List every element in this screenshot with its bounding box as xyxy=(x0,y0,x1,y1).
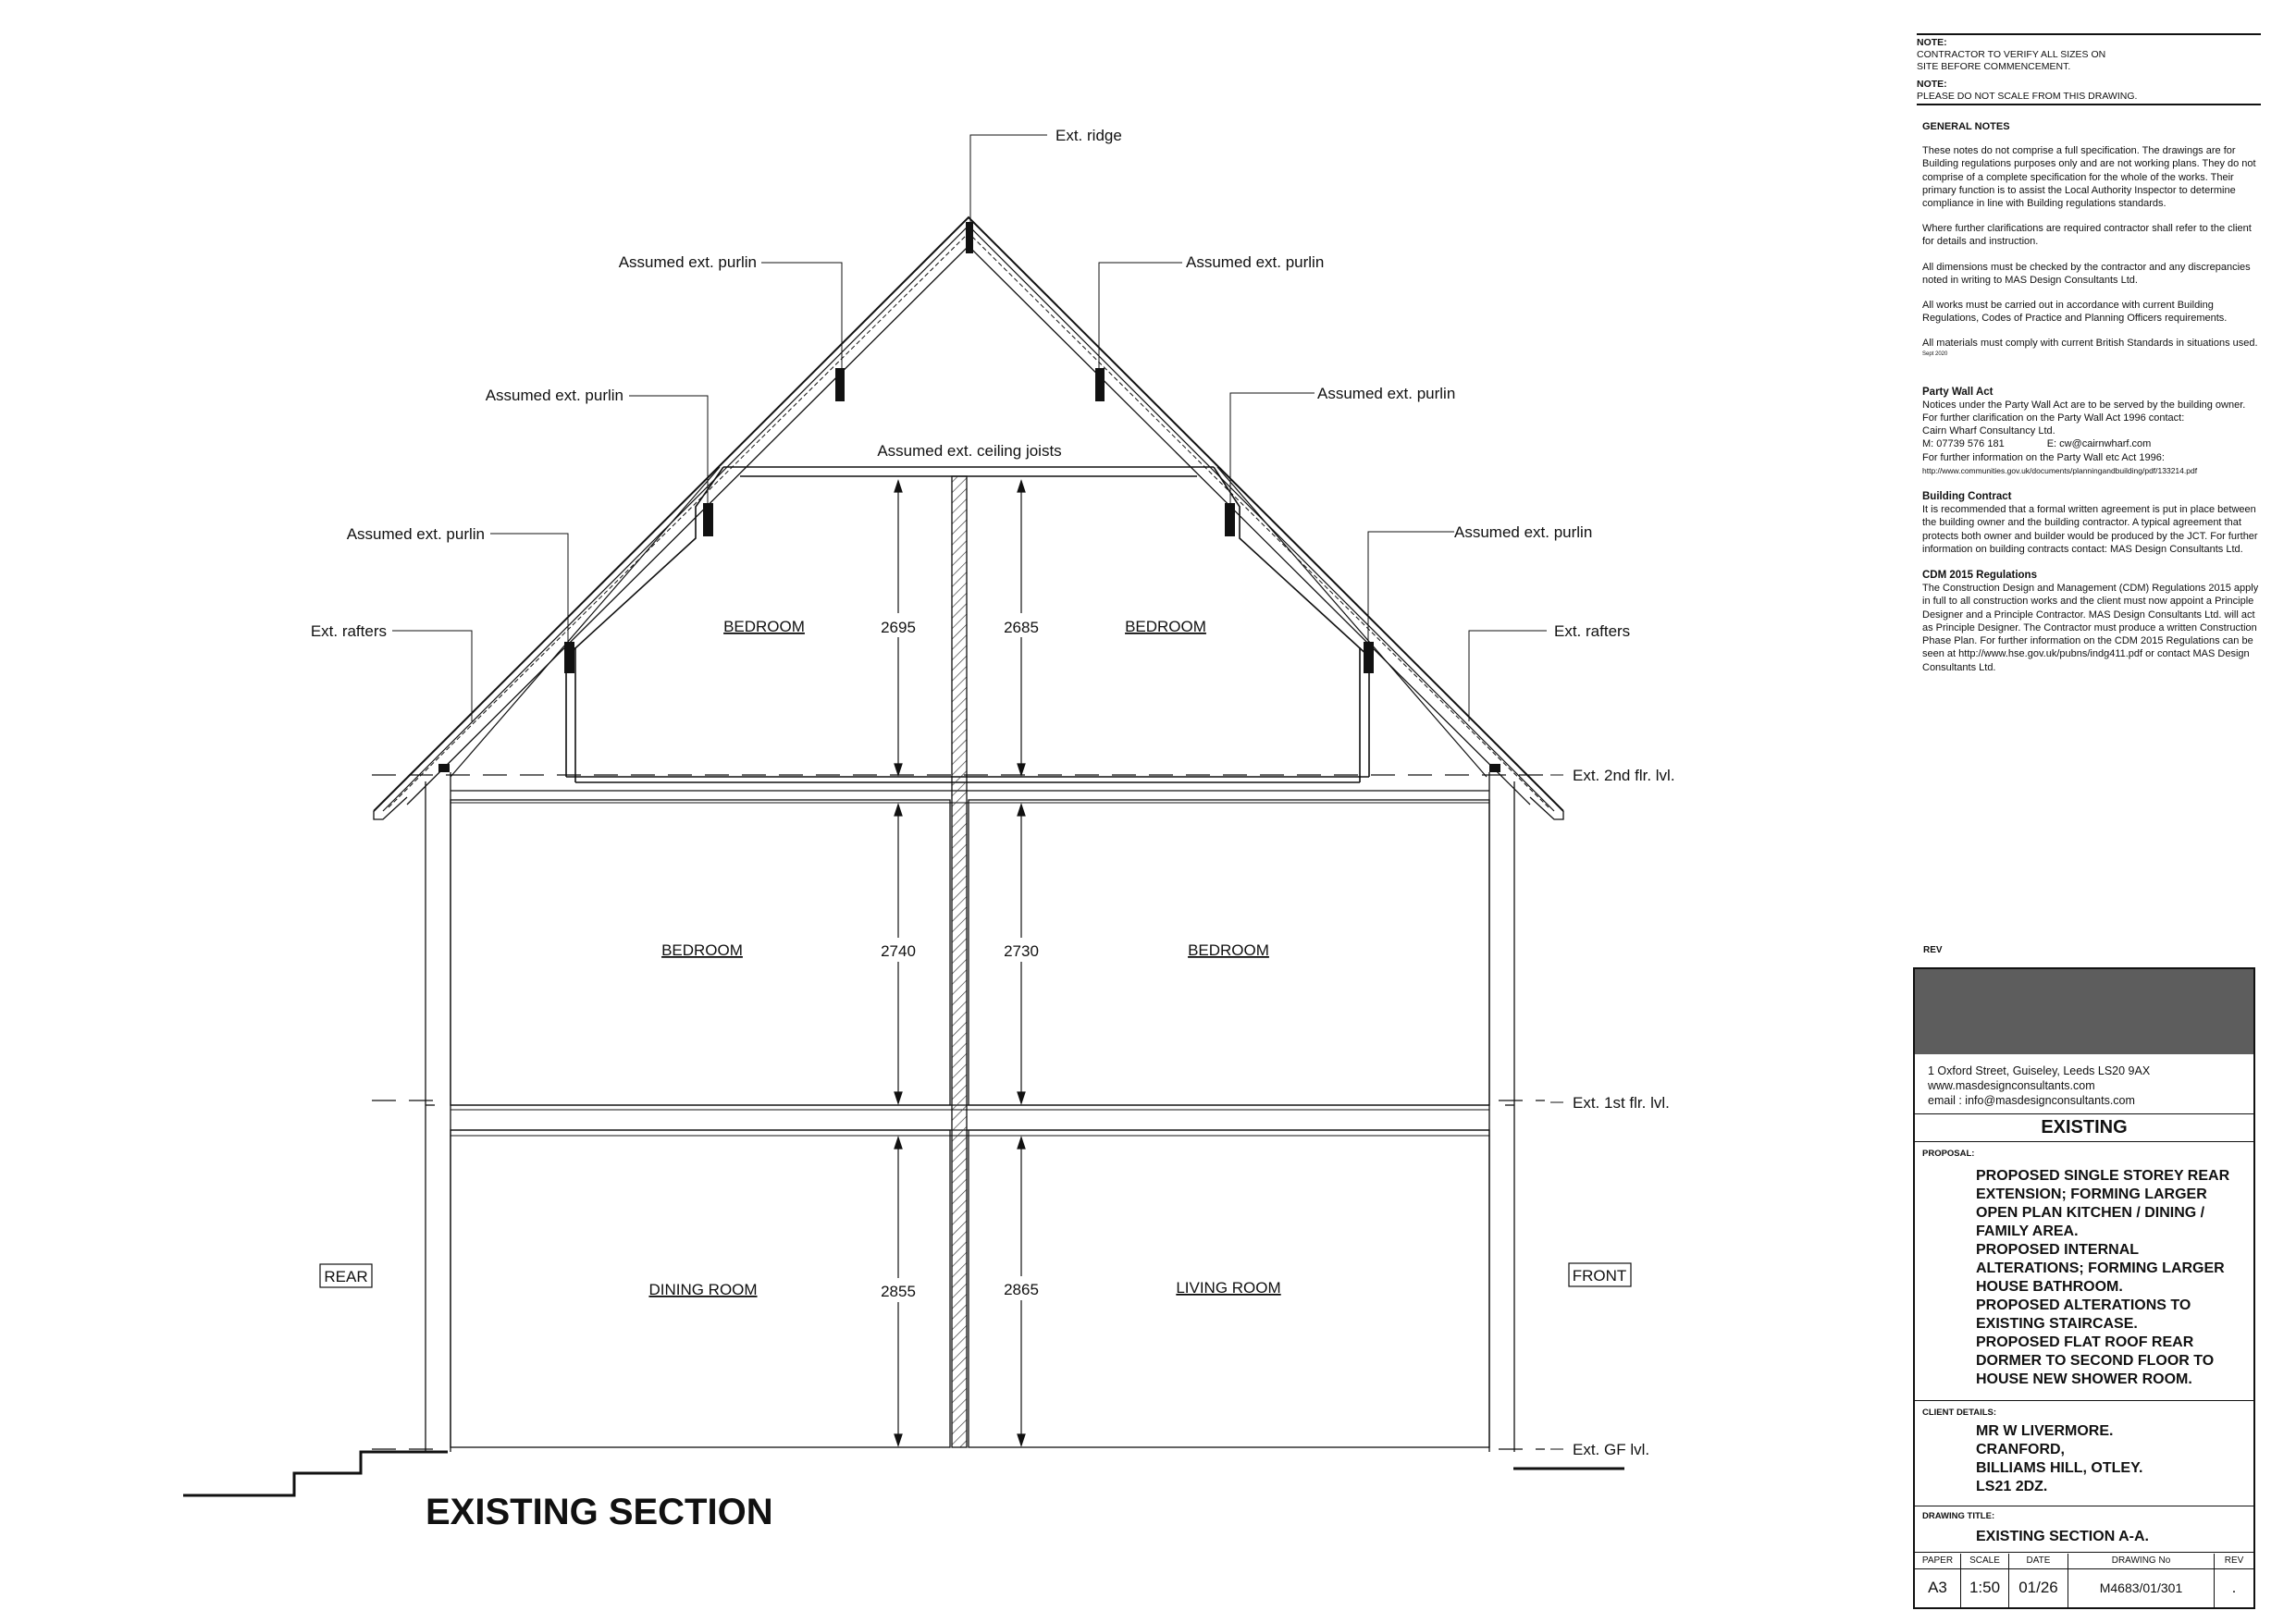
ground-steps xyxy=(183,1452,1624,1495)
scale-value: 1:50 xyxy=(1969,1579,2001,1596)
label-rear: REAR xyxy=(324,1268,368,1285)
client-line: BILLIAMS HILL, OTLEY. xyxy=(1976,1460,2143,1476)
proposal-line: PROPOSED ALTERATIONS TO xyxy=(1976,1297,2191,1313)
general-note-2: Where further clarifications are required contractor shall refer to the client for details and instruction. xyxy=(1922,223,2252,248)
purlin-upper-left xyxy=(835,368,845,401)
callout-purlin-upper-right: Assumed ext. purlin xyxy=(1186,253,1325,271)
room-label-ground-right: LIVING ROOM xyxy=(1176,1279,1281,1297)
proposal-line: ALTERATIONS; FORMING LARGER xyxy=(1976,1260,2225,1276)
callout-purlin-low-left: Assumed ext. purlin xyxy=(346,525,485,543)
wallplate-left xyxy=(438,764,450,772)
proposal-line: HOUSE BATHROOM. xyxy=(1976,1279,2123,1295)
rev-label: REV xyxy=(1923,945,1943,955)
dim-first-right: 2730 xyxy=(1004,942,1039,960)
rev-value: . xyxy=(2231,1579,2237,1596)
callout-rafters-right: Ext. rafters xyxy=(1554,622,1631,640)
note1-body: CONTRACTOR TO VERIFY ALL SIZES ON SITE BEFORE COMMENCEMENT. xyxy=(1917,49,2106,72)
roof-outer-line xyxy=(374,217,1563,811)
client-line: MR W LIVERMORE. xyxy=(1976,1423,2114,1439)
drawing-status: EXISTING xyxy=(2041,1117,2128,1137)
contract-text: It is recommended that a formal written agreement is put in place between the building owner and the building contractor. A typical agreement that protects both owner and builder would be produced by the JCT. For further information on building contracts contact: MAS Design Consultants Ltd. xyxy=(1922,504,2258,555)
callout-level-2nd: Ext. 2nd flr. lvl. xyxy=(1573,767,1675,784)
eaves-left xyxy=(374,797,407,819)
purlin-low-left xyxy=(564,642,574,673)
room-label-attic-left: BEDROOM xyxy=(723,618,805,635)
proposal-line: HOUSE NEW SHOWER ROOM. xyxy=(1976,1371,2192,1387)
dim-attic-left: 2695 xyxy=(881,619,916,636)
dim-ground-left: 2855 xyxy=(881,1283,916,1300)
proposal-line: EXISTING STAIRCASE. xyxy=(1976,1316,2138,1332)
website: www.masdesignconsultants.com xyxy=(1928,1079,2095,1092)
purlin-mid-left xyxy=(703,503,713,536)
house-body xyxy=(426,772,1514,1452)
cell-scale xyxy=(1961,1554,2009,1607)
cell-rev xyxy=(2215,1554,2253,1607)
dim-first-left: 2740 xyxy=(881,942,916,960)
wallplate-right xyxy=(1489,764,1500,772)
purlin-upper-right xyxy=(1095,368,1105,401)
contractor-notes xyxy=(1917,33,2261,105)
callout-level-gf: Ext. GF lvl. xyxy=(1573,1441,1650,1458)
callout-purlin-low-right: Assumed ext. purlin xyxy=(1454,523,1593,541)
scale-head: SCALE xyxy=(1961,1554,2008,1569)
callout-purlin-mid-right: Assumed ext. purlin xyxy=(1317,385,1456,402)
general-notes xyxy=(1922,120,2263,687)
purlins xyxy=(438,222,1500,772)
email: email : info@masdesignconsultants.com xyxy=(1928,1094,2135,1107)
drawing-no-value: M4683/01/301 xyxy=(2099,1580,2183,1595)
purlin-mid-right xyxy=(1225,503,1235,536)
purlin-low-right xyxy=(1364,642,1374,673)
cell-paper xyxy=(1915,1554,1961,1607)
callout-ridge: Ext. ridge xyxy=(1055,127,1122,144)
party-wall-mobile: M: 07739 576 181 xyxy=(1922,438,2005,450)
address-line: 1 Oxford Street, Guiseley, Leeds LS20 9AX xyxy=(1928,1064,2151,1077)
party-wall-text xyxy=(1922,399,2263,477)
party-wall-title: Party Wall Act xyxy=(1922,386,1994,398)
room-label-first-left: BEDROOM xyxy=(661,941,743,959)
room-label-attic-right: BEDROOM xyxy=(1125,618,1206,635)
attic-structure xyxy=(566,467,1369,782)
proposal-line: PROPOSED FLAT ROOF REAR xyxy=(1976,1334,2194,1350)
orientation-labels xyxy=(320,1263,1631,1287)
title-block xyxy=(1913,967,2255,1609)
party-wall-line: For further clarification on the Party Wall Act 1996 contact: xyxy=(1922,412,2185,424)
dim-attic-right: 2685 xyxy=(1004,619,1039,636)
proposal-line: DORMER TO SECOND FLOOR TO xyxy=(1976,1353,2215,1369)
drawing-title-value: EXISTING SECTION A-A. xyxy=(1976,1529,2149,1544)
roof-tile-line xyxy=(389,233,1549,807)
callout-rafters-left: Ext. rafters xyxy=(310,622,387,640)
proposal-line: OPEN PLAN KITCHEN / DINING / xyxy=(1976,1205,2205,1221)
drawing-title: EXISTING SECTION xyxy=(426,1492,773,1532)
notes-date: Sept 2020 xyxy=(1922,350,1948,357)
drawing-info-table xyxy=(1915,1554,2253,1607)
rev-head: REV xyxy=(2215,1554,2253,1569)
general-note-5: All materials must comply with current British Standards in situations used. xyxy=(1922,338,2258,350)
client-label: CLIENT DETAILS: xyxy=(1922,1408,1997,1418)
paper-head: PAPER xyxy=(1915,1554,1960,1569)
party-wall-line: Cairn Wharf Consultancy Ltd. xyxy=(1922,425,2055,437)
eaves-right xyxy=(1530,797,1563,819)
cdm-title: CDM 2015 Regulations xyxy=(1922,570,2037,582)
leader-lines xyxy=(392,135,1563,1449)
contract-title: Building Contract xyxy=(1922,491,2012,503)
roof-outer-line-2 xyxy=(383,226,1554,811)
party-wall-contact xyxy=(1922,437,2263,450)
callout-purlin-mid-left: Assumed ext. purlin xyxy=(485,387,623,404)
callout-purlin-upper-left: Assumed ext. purlin xyxy=(618,253,757,271)
party-wall-line: Notices under the Party Wall Act are to be served by the building owner. xyxy=(1922,399,2246,411)
roof xyxy=(374,217,1563,819)
client-line: CRANFORD, xyxy=(1976,1442,2065,1457)
company-address xyxy=(1928,1064,2150,1108)
logo-banner xyxy=(1915,969,2253,1054)
note1-head: NOTE: xyxy=(1917,37,1947,48)
callouts xyxy=(311,127,1675,1458)
rafter-line-left xyxy=(451,467,720,777)
callout-level-1st: Ext. 1st flr. lvl. xyxy=(1573,1094,1670,1112)
cell-drawing-no xyxy=(2068,1554,2215,1607)
party-wall-line: For further information on the Party Wall etc Act 1996: xyxy=(1922,451,2165,463)
callout-ceiling-joists: Assumed ext. ceiling joists xyxy=(877,442,1062,460)
client-line: LS21 2DZ. xyxy=(1976,1479,2048,1494)
dim-ground-right: 2865 xyxy=(1004,1281,1039,1298)
note2-head: NOTE: xyxy=(1917,79,1947,90)
spine-wall xyxy=(952,476,967,1447)
party-wall-url: http://www.communities.gov.uk/documents/planningandbuilding/pdf/133214.pdf xyxy=(1922,465,2198,475)
proposal-label: PROPOSAL: xyxy=(1922,1149,1975,1159)
proposal-line: PROPOSED SINGLE STOREY REAR xyxy=(1976,1168,2230,1184)
date-head: DATE xyxy=(2009,1554,2068,1569)
proposal-line: PROPOSED INTERNAL xyxy=(1976,1242,2140,1258)
drawing-no-head: DRAWING No xyxy=(2068,1554,2214,1569)
drawing-title-label: DRAWING TITLE: xyxy=(1922,1511,1995,1521)
cell-date xyxy=(2009,1554,2068,1607)
room-label-first-right: BEDROOM xyxy=(1188,941,1269,959)
room-label-ground-left: DINING ROOM xyxy=(648,1281,758,1298)
paper-value: A3 xyxy=(1928,1579,1947,1596)
party-wall-email: E: cw@cairnwharf.com xyxy=(2046,438,2152,450)
label-front: FRONT xyxy=(1572,1267,1627,1285)
general-notes-title: GENERAL NOTES xyxy=(1922,121,2010,132)
proposal-text xyxy=(1976,1167,2229,1389)
proposal-line: EXTENSION; FORMING LARGER xyxy=(1976,1187,2207,1202)
rafter-line-right xyxy=(1217,467,1487,777)
general-note-3: All dimensions must be checked by the contractor and any discrepancies noted in writing to MAS Design Consultants Ltd. xyxy=(1922,261,2251,286)
date-value: 01/26 xyxy=(2018,1579,2058,1596)
general-note-1: These notes do not comprise a full specification. The drawings are for Building regulations purposes only and are not working plans. They do not comprise of a complete specification for the whole of the works. Their primary function is to assist the Local Authority Inspector to determine compliance in line with Building regulations standards. xyxy=(1922,145,2256,210)
cdm-text: The Construction Design and Management (CDM) Regulations 2015 apply in full to all construction works and the client must now appoint a Principle Designer and a Principle Contractor. MAS Design Consultants Ltd. will act as Principle Designer. The Contractor must produce a written Construction Phase Plan. For further information on the CDM 2015 Regulations can be seen at http://www.hse.gov.uk/pubns/indg411.pdf or contact MAS Design Consultants Ltd. xyxy=(1922,583,2259,673)
client-details xyxy=(1976,1422,2142,1496)
proposal-line: FAMILY AREA. xyxy=(1976,1223,2079,1239)
note2-body: PLEASE DO NOT SCALE FROM THIS DRAWING. xyxy=(1917,91,2138,102)
general-note-4: All works must be carried out in accordance with current Building Regulations, Codes of Practice and Planning Officers requirements. xyxy=(1922,300,2228,325)
ridge-board xyxy=(966,222,973,253)
